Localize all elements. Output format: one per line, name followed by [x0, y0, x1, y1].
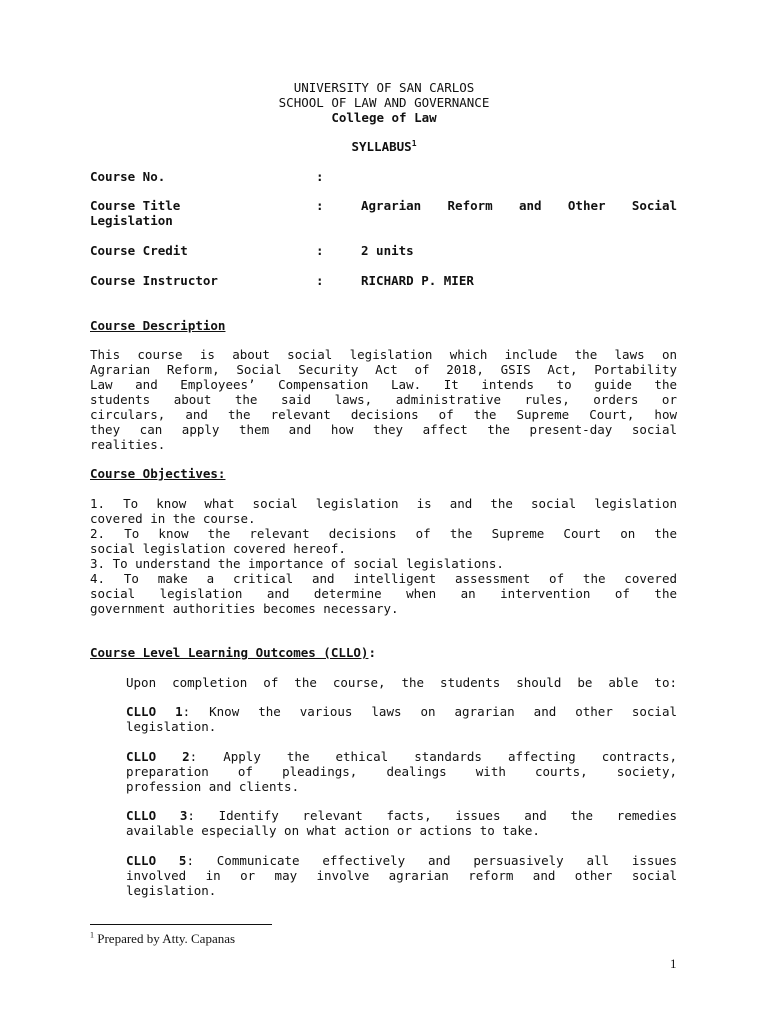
- description-line: realities.: [90, 437, 166, 452]
- syllabus-label: SYLLABUS: [351, 139, 412, 154]
- cllo-text-cont: available especially on what action or actions to take.: [126, 823, 540, 838]
- cllo-text: : Identify relevant facts, issues and the remedies: [187, 808, 677, 823]
- course-title-label: Course Title: [90, 198, 181, 213]
- page-number: 1: [670, 956, 677, 971]
- course-objectives-body: [90, 496, 677, 616]
- cllo-label: CLLO 3: [126, 808, 188, 823]
- cllo-text-cont: preparation of pleadings, dealings with courts, society,: [126, 764, 677, 779]
- cllo-text: : Apply the ethical standards affecting contracts,: [189, 749, 677, 764]
- course-no-label: Course No.: [90, 169, 166, 184]
- course-credit-value: 2 units: [361, 243, 414, 258]
- cllo-item: [126, 853, 677, 898]
- course-instructor-colon: :: [316, 273, 324, 288]
- objective-line: social legislation and determine when an intervention of the: [90, 586, 677, 601]
- university-name: UNIVERSITY OF SAN CARLOS: [293, 80, 475, 95]
- objective-line: 3. To understand the importance of social legislations.: [90, 556, 504, 571]
- course-title-value: Agrarian Reform and Other Social: [361, 198, 677, 213]
- description-line: Agrarian Reform, Social Security Act of 2018, GSIS Act, Portability: [90, 362, 677, 377]
- cllo-text: : Communicate effectively and persuasively all issues: [186, 853, 677, 868]
- description-line: they can apply them and how they affect the present-day social: [90, 422, 677, 437]
- course-credit-label: Course Credit: [90, 243, 188, 258]
- course-no-colon: :: [316, 169, 324, 184]
- footnote-text: Prepared by Atty. Capanas: [97, 931, 236, 946]
- cllo-heading: [90, 645, 376, 660]
- cllo-label: CLLO 2: [126, 749, 190, 764]
- cllo-heading-text: Course Level Learning Outcomes (CLLO): [90, 645, 369, 660]
- course-title-colon: :: [316, 198, 324, 213]
- cllo-item: [126, 808, 677, 838]
- school-name: SCHOOL OF LAW AND GOVERNANCE: [278, 95, 490, 110]
- cllo-text-cont: legislation.: [126, 883, 217, 898]
- description-line: Law and Employees’ Compensation Law. It intends to guide the: [90, 377, 677, 392]
- description-line: circulars, and the relevant decisions of the Supreme Court, how: [90, 407, 677, 422]
- footnote-separator: [90, 924, 272, 925]
- cllo-intro: Upon completion of the course, the students should be able to:: [126, 675, 677, 690]
- objective-line: covered in the course.: [90, 511, 256, 526]
- objective-line: social legislation covered hereof.: [90, 541, 346, 556]
- cllo-text: : Know the various laws on agrarian and other social: [182, 704, 677, 719]
- objective-line: 4. To make a critical and intelligent assessment of the covered: [90, 571, 677, 586]
- course-credit-colon: :: [316, 243, 324, 258]
- cllo-text-cont: involved in or may involve agrarian reform and other social: [126, 868, 677, 883]
- course-instructor-label: Course Instructor: [90, 273, 218, 288]
- cllo-label: CLLO 1: [126, 704, 183, 719]
- description-line: This course is about social legislation which include the laws on: [90, 347, 677, 362]
- college-name: College of Law: [331, 110, 437, 125]
- objective-line: 2. To know the relevant decisions of the Supreme Court on the: [90, 526, 677, 541]
- footnote-reference: 1: [411, 138, 417, 148]
- course-objectives-heading: Course Objectives:: [90, 466, 226, 481]
- cllo-heading-colon: :: [368, 645, 376, 660]
- objective-line: government authorities becomes necessary.: [90, 601, 399, 616]
- syllabus-title: [0, 139, 768, 154]
- course-description-heading: Course Description: [90, 318, 226, 333]
- cllo-label: CLLO 5: [126, 853, 187, 868]
- cllo-item: [126, 749, 677, 794]
- cllo-text-cont: profession and clients.: [126, 779, 300, 794]
- footnote: [90, 931, 235, 946]
- cllo-item: [126, 704, 677, 734]
- course-title-value-cont: Legislation: [90, 213, 173, 228]
- footnote-mark: 1: [90, 930, 94, 940]
- description-line: students about the said laws, administrative rules, orders or: [90, 392, 677, 407]
- course-instructor-value: RICHARD P. MIER: [361, 273, 474, 288]
- objective-line: 1. To know what social legislation is and the social legislation: [90, 496, 677, 511]
- course-description-body: [90, 347, 677, 452]
- cllo-text-cont: legislation.: [126, 719, 217, 734]
